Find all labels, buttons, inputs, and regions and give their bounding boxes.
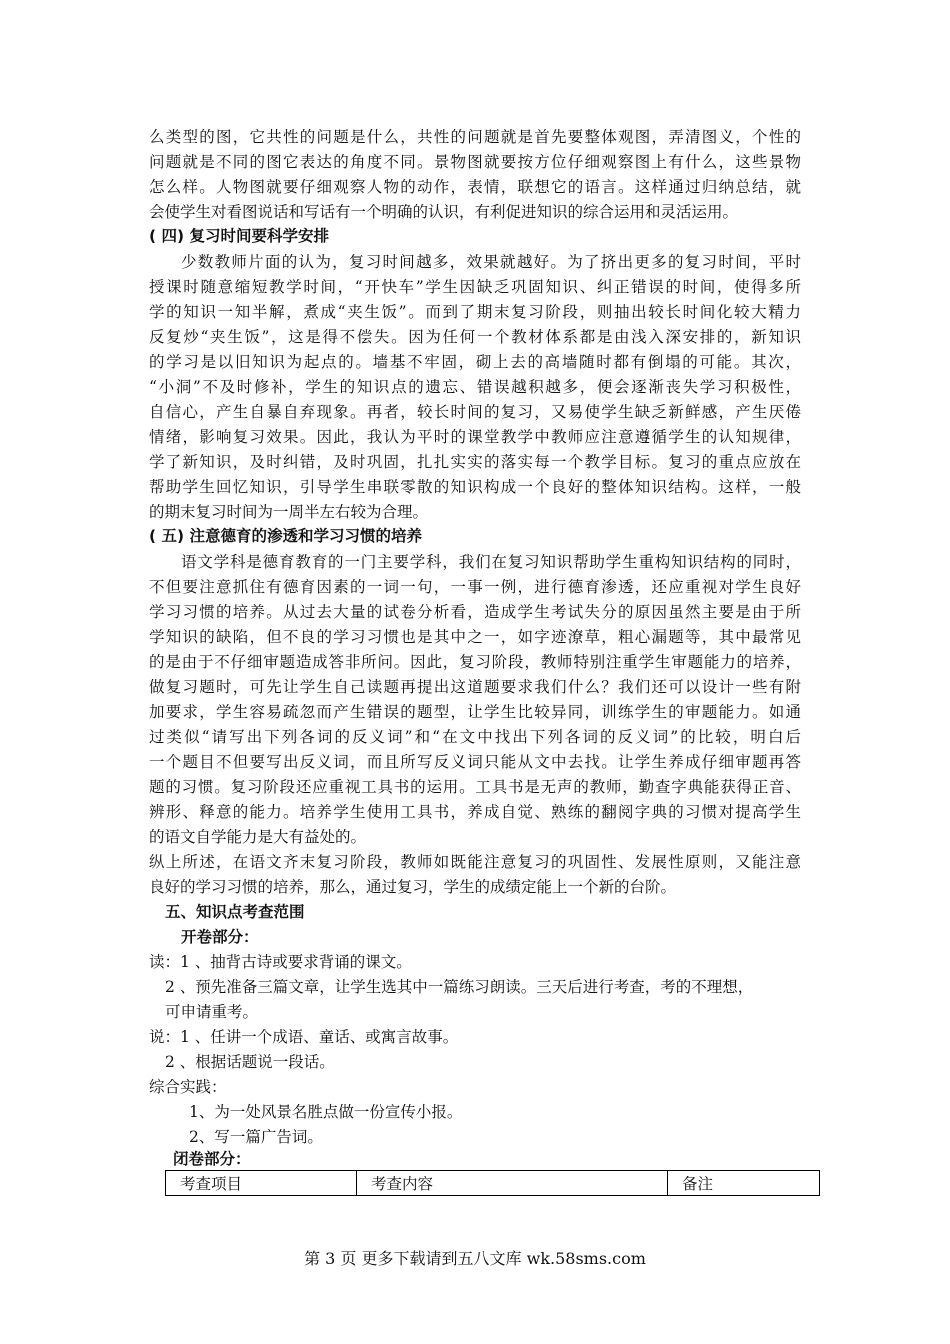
paragraph-line: 么类型的图，它共性的问题是什么，共性的问题就是首先要整体观图，弄清图义，个性的	[149, 128, 801, 146]
paragraph-line: 做复习题时，可先让学生自己读题再提出这道题要求我们什么？我们还可以设计一些有附	[149, 678, 801, 696]
paragraph-line: 学的知识一知半解，煮成“夹生饭”。而到了期末复习阶段，则抽出较长时间化较大精力	[149, 303, 801, 321]
paragraph-line: 学了新知识，及时纠错，及时巩固，扎扎实实的落实每一个教学目标。复习的重点应放在	[149, 453, 801, 471]
paragraph-line: 一个题目不但要写出反义词，而且所写反义词只能从文中去找。让学生养成仔细审题再答	[149, 753, 801, 771]
paragraph-line: 授课时随意缩短教学时间，“开快车”学生因缺乏巩固知识、纠正错误的时间，使得多所	[149, 278, 801, 296]
paragraph-line: 辨形、释意的能力。培养学生使用工具书，养成自觉、熟练的翻阅字典的习惯对提高学生	[149, 803, 801, 821]
open-book-label: 开卷部分：	[181, 928, 259, 946]
paragraph-line: 语文学科是德育教育的一门主要学科，我们在复习知识帮助学生重构知识结构的同时，	[181, 553, 801, 571]
paragraph-line: 良好的学习习惯的培养，那么，通过复习，学生的成绩定能上一个新的台阶。	[149, 878, 677, 896]
knowledge-heading: 五、知识点考查范围	[165, 903, 305, 921]
paragraph-line: “小洞”不及时修补，学生的知识点的遗忘、错误越积越多，便会逐渐丧失学习积极性，	[149, 378, 801, 396]
table-header-cell: 考查项目	[166, 1171, 357, 1196]
paragraph-line: 过类似“请写出下列各词的反义词”和“在文中找出下列各词的反义词”的比较，明白后	[149, 728, 801, 746]
read-item-2: 2 、预先准备三篇文章，让学生选其中一篇练习朗读。三天后进行考查，考的不理想，	[165, 978, 754, 996]
paragraph-line: 的期末复习时间为一周半左右较为合理。	[149, 503, 429, 521]
section-heading-4: ( 四) 复习时间要科学安排	[149, 227, 329, 245]
paragraph-line: 不但要注意抓住有德育因素的一词一句，一事一例，进行德育渗透，还应重视对学生良好	[149, 578, 801, 596]
page-footer: 第 3 页 更多下载请到五八文库 wk.58sms.com	[304, 1249, 646, 1268]
table-header-row	[166, 1171, 820, 1196]
table-header-cell: 考查内容	[357, 1171, 668, 1196]
practice-item-1: 1、为一处风景名胜点做一份宣传小报。	[189, 1103, 463, 1121]
paragraph-line: 问题就是不同的图它表达的角度不同。景物图就要按方位仔细观察图上有什么，这些景物	[149, 153, 801, 171]
closed-book-label: 闭卷部分：	[173, 1150, 251, 1168]
paragraph-line: 情绪，影响复习效果。因此，我认为平时的课堂教学中教师应注意遵循学生的认知规律，	[149, 428, 801, 446]
section-heading-5: ( 五) 注意德育的渗透和学习习惯的培养	[149, 527, 422, 545]
paragraph-line: 题的习惯。复习阶段还应重视工具书的运用。工具书是无声的教师，勤查字典能获得正音、	[149, 778, 801, 796]
practice-item-2: 2、写一篇广告词。	[189, 1128, 323, 1146]
paragraph-line: 会使学生对看图说话和写话有一个明确的认识，有利促进知识的综合运用和灵活运用。	[149, 203, 739, 221]
paragraph-line: 学习习惯的培养。从过去大量的试卷分析看，造成学生考试失分的原因虽然主要是由于所	[149, 603, 801, 621]
speak-item-2: 2 、根据话题说一段话。	[165, 1053, 335, 1071]
paragraph-line: 反复炒“夹生饭”，这是得不偿失。因为任何一个教材体系都是由浅入深安排的，新知识	[149, 328, 801, 346]
table-header-cell: 备注	[668, 1171, 820, 1196]
paragraph-line: 纵上所述，在语文齐末复习阶段，教师如既能注意复习的巩固性、发展性原则，又能注意	[149, 853, 801, 871]
paragraph-line: 的学习是以旧知识为起点的。墙基不牢固，砌上去的高墙随时都有倒塌的可能。其次，	[149, 353, 801, 371]
exam-table	[165, 1170, 820, 1196]
paragraph-line: 的是由于不仔细审题造成答非所问。因此，复习阶段，教师特别注重学生审题能力的培养，	[149, 653, 801, 671]
paragraph-line: 帮助学生回忆知识，引导学生串联零散的知识构成一个良好的整体知识结构。这样，一般	[149, 478, 801, 496]
paragraph-line: 的语文自学能力是大有益处的。	[149, 828, 367, 846]
paragraph-line: 怎么样。人物图就要仔细观察人物的动作，表情，联想它的语言。这样通过归纳总结，就	[149, 178, 801, 196]
paragraph-line: 学知识的缺陷，但不良的学习习惯也是其中之一，如字迹潦草，粗心漏题等，其中最常见	[149, 628, 801, 646]
paragraph-line: 加要求，学生容易疏忽而产生错误的题型，让学生比较异同，训练学生的审题能力。如通	[149, 703, 801, 721]
read-item-1: 读：1 、抽背古诗或要求背诵的课文。	[149, 953, 412, 971]
paragraph-line: 少数教师片面的认为，复习时间越多，效果就越好。为了挤出更多的复习时间，平时	[181, 253, 801, 271]
practice-label: 综合实践：	[149, 1078, 227, 1096]
paragraph-line: 自信心，产生自暴自弃现象。再者，较长时间的复习，又易使学生缺乏新鲜感，产生厌倦	[149, 403, 801, 421]
read-item-2-cont: 可申请重考。	[165, 1003, 259, 1021]
speak-item-1: 说：1 、任讲一个成语、童话、或寓言故事。	[149, 1028, 459, 1046]
